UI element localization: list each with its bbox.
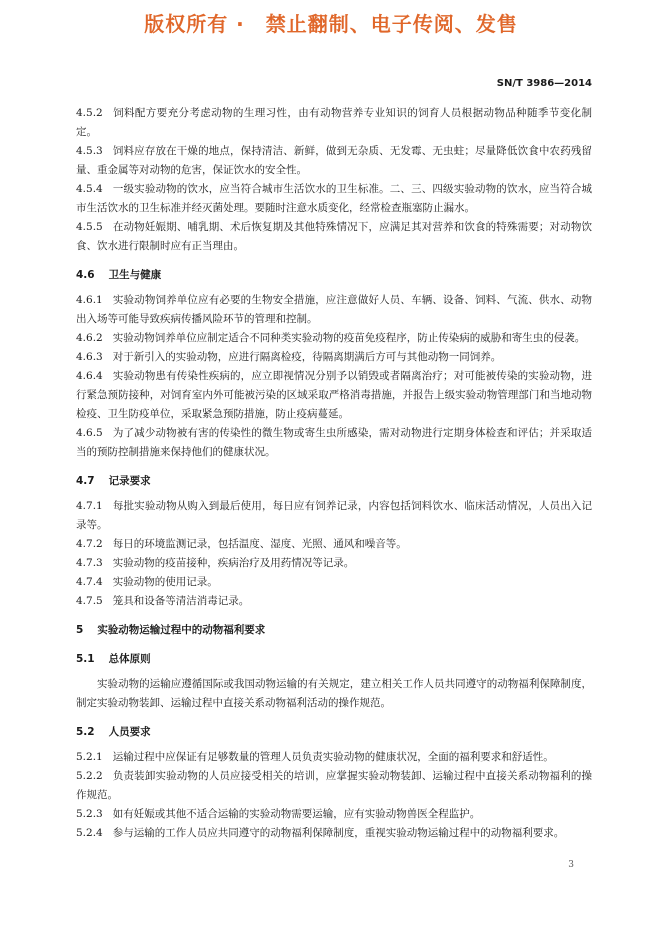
clause-paragraph: [76, 573, 592, 592]
clause-text: 在动物妊娠期、哺乳期、术后恢复期及其他特殊情况下，应满足其对营养和饮食的特殊需要；对动物饮食、饮水进行限制时应有正当理由。: [76, 221, 592, 252]
clause-number: 5.2.2: [76, 770, 103, 782]
clause-text: 每批实验动物从购入到最后使用，每日应有饲养记录，内容包括饲料饮水、临床活动情况，人员出入记录等。: [76, 500, 592, 531]
clause-paragraph: [76, 535, 592, 554]
section-number: 5.2: [76, 726, 95, 738]
clause-text: 每日的环境监测记录，包括温度、湿度、光照、通风和噪音等。: [112, 538, 407, 550]
clause-text: 饲料配方要充分考虑动物的生理习性，由有动物营养专业知识的饲育人员根据动物品种随季节变化制定。: [76, 107, 592, 138]
clause-number: 4.6.3: [76, 351, 103, 363]
standard-code: SN/T 3986—2014: [496, 78, 592, 89]
clause-text: 为了减少动物被有害的传染性的微生物或寄生虫所感染，需对动物进行定期身体检查和评估；并采取适当的预防控制措施来保持他们的健康状况。: [76, 427, 592, 458]
clause-paragraph: [76, 675, 592, 713]
clause-paragraph: [76, 348, 592, 367]
section-heading: [76, 266, 592, 285]
clause-text: 运输过程中应保证有足够数量的管理人员负责实验动物的健康状况，全面的福利要求和舒适性。: [112, 751, 554, 763]
section-heading: [76, 650, 592, 669]
clause-paragraph: [76, 805, 592, 824]
clause-paragraph: [76, 329, 592, 348]
clause-text: 如有妊娠或其他不适合运输的实验动物需要运输，应有实验动物兽医全程监护。: [112, 808, 481, 820]
clause-text: 负责装卸实验动物的人员应接受相关的培训，应掌握实验动物装卸、运输过程中直接关系动物福利的操作规范。: [76, 770, 592, 801]
page-number: 3: [568, 860, 574, 870]
clause-text: 实验动物的疫苗接种，疾病治疗及用药情况等记录。: [112, 557, 355, 569]
section-title: 总体原则: [108, 653, 151, 665]
clause-text: 实验动物饲养单位应制定适合不同种类实验动物的疫苗免疫程序，防止传染病的威胁和寄生虫的侵袭。: [112, 332, 586, 344]
clause-number: 4.6.2: [76, 332, 103, 344]
clause-text: 实验动物的运输应遵循国际或我国动物运输的有关规定，建立相关工作人员共同遵守的动物福利保障制度，制定实验动物装卸、运输过程中直接关系动物福利活动的操作规范。: [76, 678, 592, 709]
clause-paragraph: [76, 424, 592, 462]
section-title: 卫生与健康: [108, 269, 162, 281]
clause-paragraph: [76, 218, 592, 256]
clause-text: 实验动物患有传染性疾病的，应立即视情况分别予以销毁或者隔离治疗；对可能被传染的实验动物，进行紧急预防接种，对饲育室内外可能被污染的区域采取严格消毒措施，并报告上级实验动物管理部门和当地动物检疫、卫生防疫单位，采取紧急预防措施，防止疫病蔓延。: [76, 370, 592, 420]
document-body: [76, 104, 592, 843]
clause-paragraph: [76, 291, 592, 329]
clause-number: 4.5.5: [76, 221, 103, 233]
section-title: 实验动物运输过程中的动物福利要求: [97, 624, 266, 636]
clause-number: 4.7.3: [76, 557, 103, 569]
section-heading: [76, 472, 592, 491]
clause-number: 4.6.1: [76, 294, 103, 306]
clause-paragraph: [76, 554, 592, 573]
clause-number: 4.7.1: [76, 500, 103, 512]
clause-paragraph: [76, 142, 592, 180]
clause-text: 实验动物饲养单位应有必要的生物安全措施，应注意做好人员、车辆、设备、饲料、气流、供水、动物出入场等可能导致疾病传播风险环节的管理和控制。: [76, 294, 592, 325]
clause-text: 对于新引入的实验动物，应进行隔离检疫，待隔离期满后方可与其他动物一同饲养。: [112, 351, 502, 363]
clause-number: 4.5.2: [76, 107, 103, 119]
clause-text: 参与运输的工作人员应共同遵守的动物福利保障制度，重视实验动物运输过程中的动物福利要求。: [112, 827, 565, 839]
clause-text: 笼具和设备等清洁消毒记录。: [112, 595, 250, 607]
clause-paragraph: [76, 180, 592, 218]
section-number: 5: [76, 624, 84, 636]
clause-paragraph: [76, 767, 592, 805]
clause-paragraph: [76, 748, 592, 767]
section-heading: [76, 621, 592, 640]
section-number: 5.1: [76, 653, 95, 665]
clause-number: 5.2.1: [76, 751, 103, 763]
clause-paragraph: [76, 592, 592, 611]
clause-number: 4.5.3: [76, 145, 103, 157]
clause-text: 一级实验动物的饮水，应当符合城市生活饮水的卫生标准。二、三、四级实验动物的饮水，应当符合城市生活饮水的卫生标准并经灭菌处理。要随时注意水质变化，经常检查瓶塞防止漏水。: [76, 183, 592, 214]
clause-number: 5.2.3: [76, 808, 103, 820]
section-heading: [76, 723, 592, 742]
section-number: 4.7: [76, 475, 95, 487]
clause-paragraph: [76, 824, 592, 843]
clause-paragraph: [76, 104, 592, 142]
clause-number: 5.2.4: [76, 827, 103, 839]
clause-number: 4.5.4: [76, 183, 103, 195]
clause-number: 4.7.2: [76, 538, 103, 550]
section-number: 4.6: [76, 269, 95, 281]
clause-text: 饲料应存放在干燥的地点，保持清洁、新鲜，做到无杂质、无发霉、无虫蛀；尽量降低饮食中农药残留量、重金属等对动物的危害，保证饮水的安全性。: [76, 145, 592, 176]
clause-paragraph: [76, 497, 592, 535]
section-title: 记录要求: [108, 475, 151, 487]
clause-number: 4.7.4: [76, 576, 103, 588]
section-title: 人员要求: [108, 726, 151, 738]
clause-number: 4.6.5: [76, 427, 103, 439]
clause-text: 实验动物的使用记录。: [112, 576, 218, 588]
clause-number: 4.6.4: [76, 370, 103, 382]
copyright-watermark: 版权所有 · 禁止翻制、电子传阅、发售: [144, 12, 518, 36]
clause-paragraph: [76, 367, 592, 424]
clause-number: 4.7.5: [76, 595, 103, 607]
